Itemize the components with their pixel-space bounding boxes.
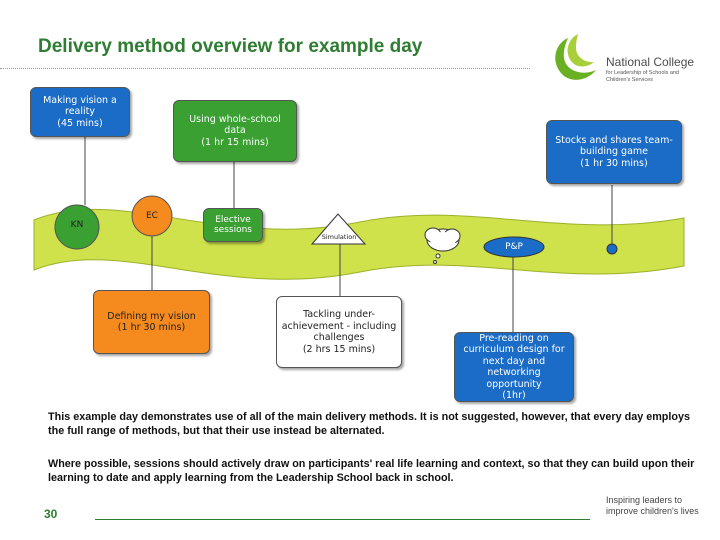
- paragraph-methods: This example day demonstrates use of all of the main delivery methods. It is not suggested, however, that every day employs the full range of methods, but that their use instead be alternated.: [48, 411, 691, 437]
- session-defining-vision: Defining my vision (1 hr 30 mins): [93, 290, 210, 354]
- session-whole-school: Using whole-school data (1 hr 15 mins): [173, 100, 297, 162]
- simulation-label: Simulation: [321, 233, 357, 241]
- footer-divider: [95, 519, 590, 520]
- pp-label: P&P: [505, 242, 523, 252]
- paragraph-context: Where possible, sessions should actively draw on participants' real life learning and context, so that they can build upon their learning to date and apply learning from the Leadership School back in school.: [48, 458, 695, 484]
- ec-label: EC: [146, 211, 158, 221]
- page-title: Delivery method overview for example day: [38, 36, 423, 57]
- session-making-vision: Making vision a reality (45 mins): [30, 87, 130, 137]
- footer-tagline: Inspiring leaders to improve children's lives: [606, 495, 699, 516]
- session-tackling-underachievement: Tackling under-achievement - including challenges (2 hrs 15 mins): [276, 296, 402, 368]
- elective-sessions: Elective sessions: [203, 208, 263, 242]
- logo-subtitle: for Leadership of Schools and Children's Services: [606, 70, 680, 83]
- session-prereading: Pre-reading on curriculum design for next day and networking opportunity (1hr): [454, 332, 574, 402]
- blue-dot: [607, 244, 617, 254]
- logo-name: National College: [606, 55, 695, 69]
- session-stocks-shares: Stocks and shares team-building game (1 hr 30 mins): [546, 120, 682, 184]
- page-number: 30: [44, 507, 58, 521]
- kn-label: KN: [70, 220, 84, 230]
